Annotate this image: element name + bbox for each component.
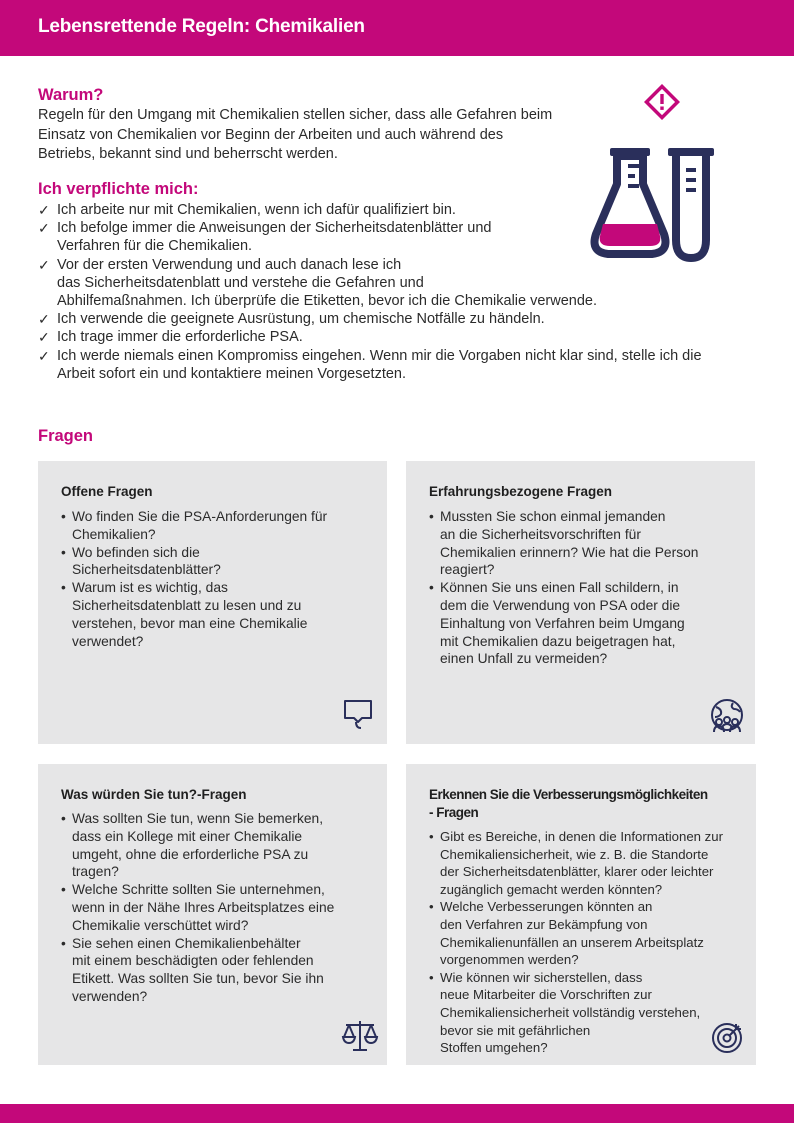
list-item: • Welche Schritte sollten Sie unternehmen, wenn in der Nähe Ihres Arbeitsplatzes eine Chemikalie verschüttet wird? — [61, 882, 335, 933]
question-list — [61, 508, 327, 650]
commitment-list — [38, 201, 758, 383]
card-open-questions — [38, 461, 387, 744]
checkmark-icon: ✓ — [38, 311, 50, 328]
commitment-item: ✓ Ich trage immer die erforderliche PSA. — [38, 329, 303, 346]
scales-icon — [341, 1018, 379, 1054]
checkmark-icon: ✓ — [38, 347, 50, 364]
list-item: • Wo befinden sich die Sicherheitsdatenblätter? — [61, 544, 221, 578]
card-title: Erfahrungsbezogene Fragen — [429, 484, 613, 499]
footer-bar — [0, 1104, 794, 1123]
list-item: • Wie können wir sicherstellen, dass neue Mitarbeiter die Vorschriften zur Chemikaliensicherheit vollständig verstehen, bevor sie mit gefährlichen Stoffen umgehen? — [429, 969, 701, 1056]
list-item: • Was sollten Sie tun, wenn Sie bemerken, dass ein Kollege mit einer Chemikalie umgeht, ohne die erforderliche PSA zu tragen? — [61, 811, 324, 880]
checkmark-icon: ✓ — [38, 256, 50, 273]
list-item: • Sie sehen einen Chemikalienbehälter mit einem beschädigten oder fehlenden Etikett. Was sollten Sie tun, bevor Sie ihn verwenden? — [61, 935, 324, 1004]
question-list — [61, 810, 334, 1006]
page-title: Lebensrettende Regeln: Chemikalien — [38, 16, 365, 37]
speech-bubble-icon — [341, 697, 375, 731]
globe-people-icon — [708, 697, 746, 735]
list-item: • Können Sie uns einen Fall schildern, in dem die Verwendung von PSA oder die Einhaltung von Verfahren beim Umgang mit Chemikalien dazu beigetragen hat, einen Unfall zu vermeiden? — [429, 580, 685, 667]
card-improvement-questions — [406, 764, 756, 1065]
commitment-item: ✓ Ich verwende die geeignete Ausrüstung, um chemische Notfälle zu händeln. — [38, 311, 545, 328]
commitment-item: ✓ Ich werde niemals einen Kompromiss eingehen. Wenn mir die Vorgaben nicht klar sind, stelle ich die Arbeit sofort ein und kontaktiere meinen Vorgesetzten. — [38, 347, 702, 382]
why-text: Regeln für den Umgang mit Chemikalien stellen sicher, dass alle Gefahren beim Einsatz von Chemikalien vor Beginn der Arbeiten und auch während des Betriebs, bekannt sind und beherrscht werden. — [38, 107, 553, 162]
checkmark-icon: ✓ — [38, 220, 50, 237]
commitment-item: ✓ Vor der ersten Verwendung und auch danach lese ich das Sicherheitsdatenblatt und verstehe die Gefahren und Abhilfemaßnahmen. Ich überprüfe die Etiketten, bevor ich die Chemikalie verwende. — [38, 256, 598, 310]
list-item: • Mussten Sie schon einmal jemanden an die Sicherheitsvorschriften für Chemikalien erinnern? Wie hat die Person reagiert? — [429, 509, 699, 578]
target-arrow-icon — [710, 1020, 744, 1054]
commitment-item: ✓ Ich befolge immer die Anweisungen der Sicherheitsdatenblätter und Verfahren für die Chemikalien. — [38, 220, 492, 255]
card-what-would-you-do-questions — [38, 764, 387, 1065]
card-experience-questions — [406, 461, 755, 744]
list-item: • Warum ist es wichtig, das Sicherheitsdatenblatt zu lesen und zu verstehen, bevor man eine Chemikalie verwendet? — [61, 580, 308, 649]
list-item: • Gibt es Bereiche, in denen die Informationen zur Chemikaliensicherheit, wie z. B. die Standorte der Sicherheitsdatenblätter, klarer oder leichter zugänglich gemacht werden könnten? — [429, 829, 723, 897]
questions-heading: Fragen — [38, 427, 94, 445]
question-list — [429, 508, 698, 668]
why-heading: Warum? — [38, 86, 104, 104]
commit-heading: Ich verpflichte mich: — [38, 180, 199, 198]
checkmark-icon: ✓ — [38, 202, 50, 218]
warning-diamond-icon — [644, 84, 680, 120]
checkmark-icon: ✓ — [38, 329, 50, 346]
card-title: Offene Fragen — [61, 484, 153, 499]
commitment-item: ✓ Ich arbeite nur mit Chemikalien, wenn ich dafür qualifiziert bin. — [38, 202, 456, 218]
question-list — [429, 828, 723, 1057]
list-item: • Welche Verbesserungen könnten an den Verfahren zur Bekämpfung von Chemikalienunfällen an unserem Arbeitsplatz vorgenommen werden? — [429, 899, 704, 968]
card-title: Erkennen Sie die Verbesserungsmöglichkeiten - Fragen — [429, 787, 708, 820]
card-title: Was würden Sie tun?-Fragen — [61, 787, 247, 802]
list-item: • Wo finden Sie die PSA-Anforderungen für Chemikalien? — [61, 509, 328, 542]
